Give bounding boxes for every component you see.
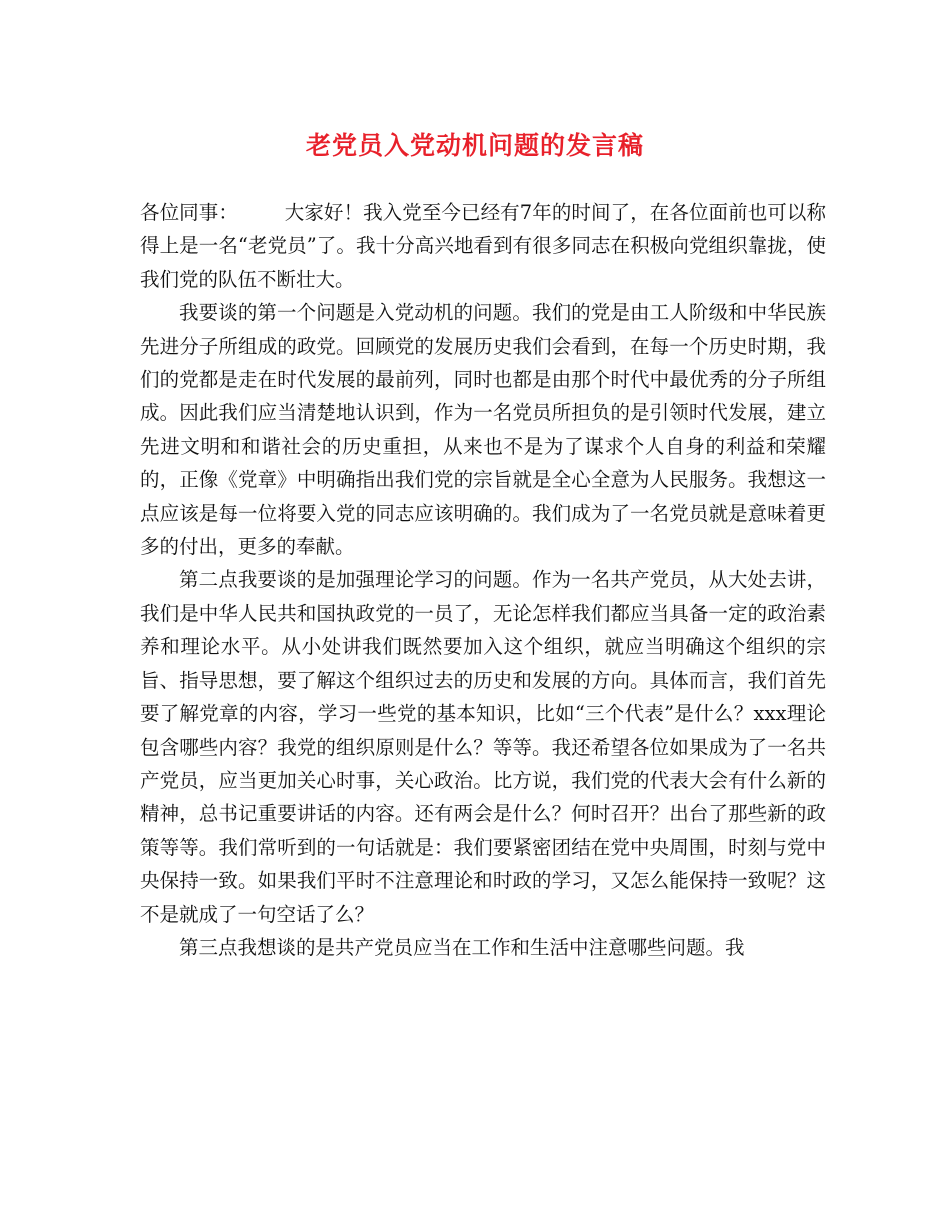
document-body [140,196,826,964]
paragraph-work-and-life: 第三点我想谈的是共产党员应当在工作和生活中注意哪些问题。我 [179,935,745,959]
paragraph-opening-text: 大家好！我入党至今已经有7年的时间了，在各位面前也可以称得上是一名“老党员”了。我十分高兴地看到有很多同志在积极向党组织靠拢，使我们党的队伍不断壮大。 [140,201,826,291]
paragraph-theory-study: 第二点我要谈的是加强理论学习的问题。作为一名共产党员，从大处去讲，我们是中华人民共和国执政党的一员了，无论怎样我们都应当具备一定的政治素养和理论水平。从小处讲我们既然要加入这个组织，就应当明确这个组织的宗旨、指导思想，要了解这个组织过去的历史和发展的方向。具体而言，我们首先要了解党章的内容，学习一些党的基本知识，比如“三个代表”是什么？xxx理论包含哪些内容？我党的组织原则是什么？等等。我还希望各位如果成为了一名共产党员，应当更加关心时事，关心政治。比方说，我们党的代表大会有什么新的精神，总书记重要讲话的内容。还有两会是什么？何时召开？出台了那些新的政策等等。我们常听到的一句话就是：我们要紧密团结在党中央周围，时刻与党中央保持一致。如果我们平时不注意理论和时政的学习，又怎么能保持一致呢？这不是就成了一句空话了么？ [140,568,826,926]
document-title: 老党员入党动机问题的发言稿 [305,131,644,160]
paragraph-opening [140,196,826,296]
paragraph-motivation: 我要谈的第一个问题是入党动机的问题。我们的党是由工人阶级和中华民族先进分子所组成的政党。回顾党的发展历史我们会看到，在每一个历史时期，我们的党都是走在时代发展的最前列，同时也都是由那个时代中最优秀的分子所组成。因此我们应当清楚地认识到，作为一名党员所担负的是引领时代发展，建立先进文明和和谐社会的历史重担，从来也不是为了谋求个人自身的利益和荣耀的，正像《党章》中明确指出我们党的宗旨就是全心全意为人民服务。我想这一点应该是每一位将要入党的同志应该明确的。我们成为了一名党员就是意味着更多的付出，更多的奉献。 [140,301,826,559]
salutation: 各位同事： [140,201,238,224]
